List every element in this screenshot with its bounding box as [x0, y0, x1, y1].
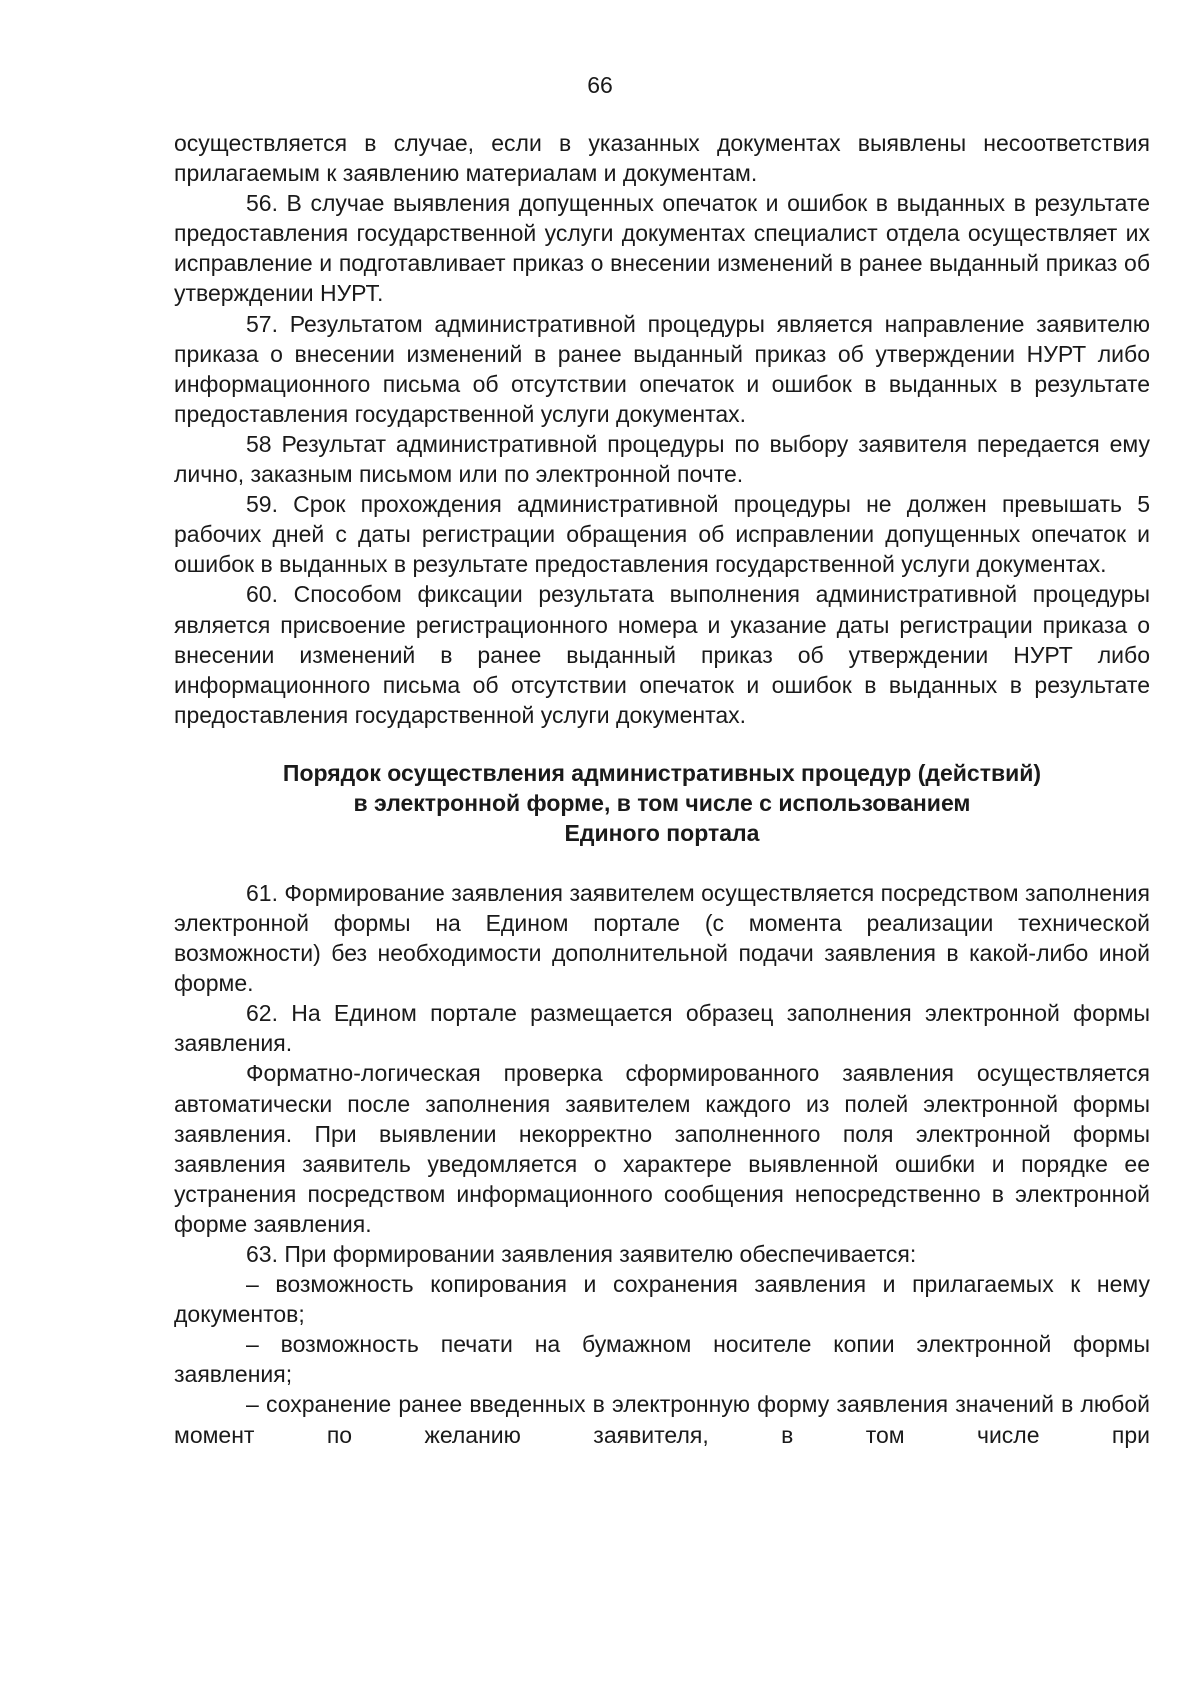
document-body	[174, 128, 1150, 1450]
paragraph-63: 63. При формировании заявления заявителю обеспечивается:	[246, 1241, 917, 1267]
section-heading-line-1: Порядок осуществления административных процедур (действий)	[282, 759, 1042, 786]
paragraph-56: 56. В случае выявления допущенных опечаток и ошибок в выданных в результате предоставления государственной услуги документах специалист отдела осуществляет их исправление и подготавливает приказ о внесении изменений в ранее выданный приказ об утверждении НУРТ.	[174, 190, 1150, 307]
paragraph-format-check: Форматно-логическая проверка сформированного заявления осуществляется автоматически после заполнения заявителем каждого из полей электронной формы заявления. При выявлении некорректно заполненного поля электронной формы заявления заявитель уведомляется о характере выявленной ошибки и порядке ее устранения посредством информационного сообщения непосредственно в электронной форме заявления.	[174, 1060, 1150, 1237]
paragraph-60: 60. Способом фиксации результата выполнения административной процедуры является присвоение регистрационного номера и указание даты регистрации приказа о внесении изменений в ранее выданный приказ об утверждении НУРТ либо информационного письма об отсутствии опечаток и ошибок в выданных в результате предоставления государственной услуги документах.	[174, 581, 1150, 728]
section-heading-line-3: Единого портала	[564, 819, 760, 846]
list-item-print: – возможность печати на бумажном носителе копии электронной формы заявления;	[174, 1331, 1150, 1388]
list-item-save-values: – сохранение ранее введенных в электронную форму заявления значений в любой момент по желанию заявителя, в том числе при	[174, 1391, 1150, 1448]
list-item-copy: – возможность копирования и сохранения заявления и прилагаемых к нему документов;	[174, 1271, 1150, 1328]
paragraph-61: 61. Формирование заявления заявителем осуществляется посредством заполнения электронной формы на Едином портале (с момента реализации технической возможности) без необходимости дополнительной подачи заявления в какой-либо иной форме.	[174, 879, 1150, 997]
section-heading-line-2: в электронной форме, в том числе с использованием	[353, 789, 971, 816]
paragraph-62: 62. На Едином портале размещается образец заполнения электронной формы заявления.	[174, 1000, 1150, 1057]
section-heading	[222, 758, 1102, 848]
paragraph-58: 58 Результат административной процедуры по выбору заявителя передается ему лично, заказным письмом или по электронной почте.	[174, 430, 1150, 488]
paragraph-continuation: осуществляется в случае, если в указанных документах выявлены несоответствия прилагаемым к заявлению материалам и документам.	[174, 130, 1150, 187]
paragraph-59: 59. Срок прохождения административной процедуры не должен превышать 5 рабочих дней с даты регистрации обращения об исправлении допущенных опечаток и ошибок в выданных в результате предоставления государственной услуги документах.	[174, 491, 1150, 578]
page-number: 66	[587, 72, 613, 98]
paragraph-57: 57. Результатом административной процедуры является направление заявителю приказа о внесении изменений в ранее выданный приказ об утверждении НУРТ либо информационного письма об отсутствии опечаток и ошибок в выданных в результате предоставления государственной услуги документах.	[174, 310, 1150, 427]
